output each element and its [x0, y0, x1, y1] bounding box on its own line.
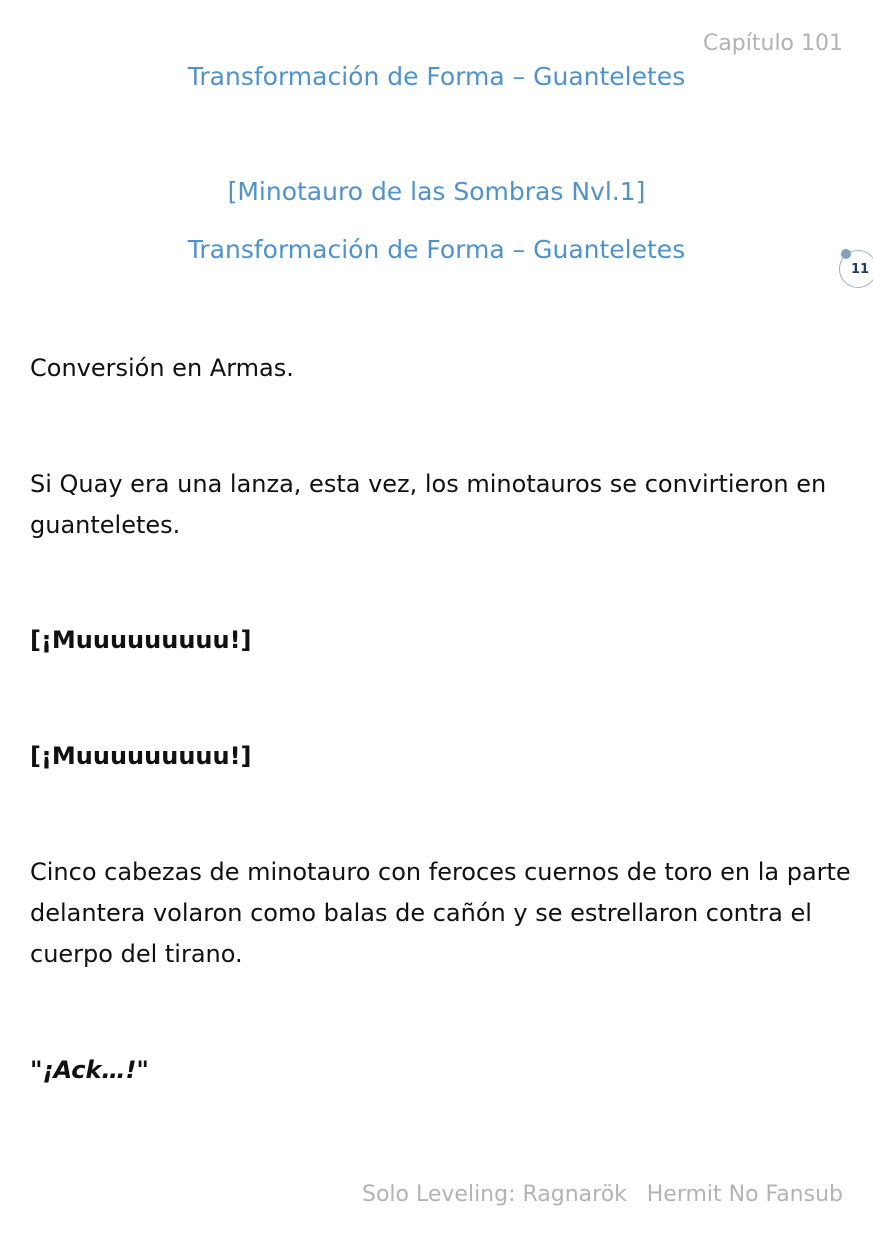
page-number-badge[interactable]: 11: [839, 250, 873, 288]
chapter-label: Capítulo 101: [702, 31, 843, 56]
system-line-form-transformation-repeat: Transformación de Forma – Guanteletes: [187, 235, 686, 264]
dialogue-moo-1: [¡Muuuuuuuuu!]: [30, 626, 252, 654]
dialogue-moo-2: [¡Muuuuuuuuu!]: [30, 742, 252, 770]
paragraph-weapon-conversion: Conversión en Armas.: [30, 354, 294, 382]
dialogue-ack: "¡Ack…!": [30, 1056, 149, 1084]
paragraph-minotaur-heads: Cinco cabezas de minotauro con feroces cuernos de toro en la parte delantera volaron como balas de cañón y se estrellaron contra el cuerpo del tirano.: [30, 858, 851, 968]
footer-title: Solo Leveling: Ragnarök: [362, 1182, 627, 1207]
paragraph-gauntlets: Si Quay era una lanza, esta vez, los minotauros se convirtieron en guanteletes.: [30, 470, 827, 539]
system-line-form-transformation: Transformación de Forma – Guanteletes: [187, 62, 686, 91]
badge-dot-icon: [841, 249, 851, 259]
footer-group: Hermit No Fansub: [646, 1182, 843, 1207]
system-line-shadow-minotaur: [Minotauro de las Sombras Nvl.1]: [227, 177, 646, 206]
